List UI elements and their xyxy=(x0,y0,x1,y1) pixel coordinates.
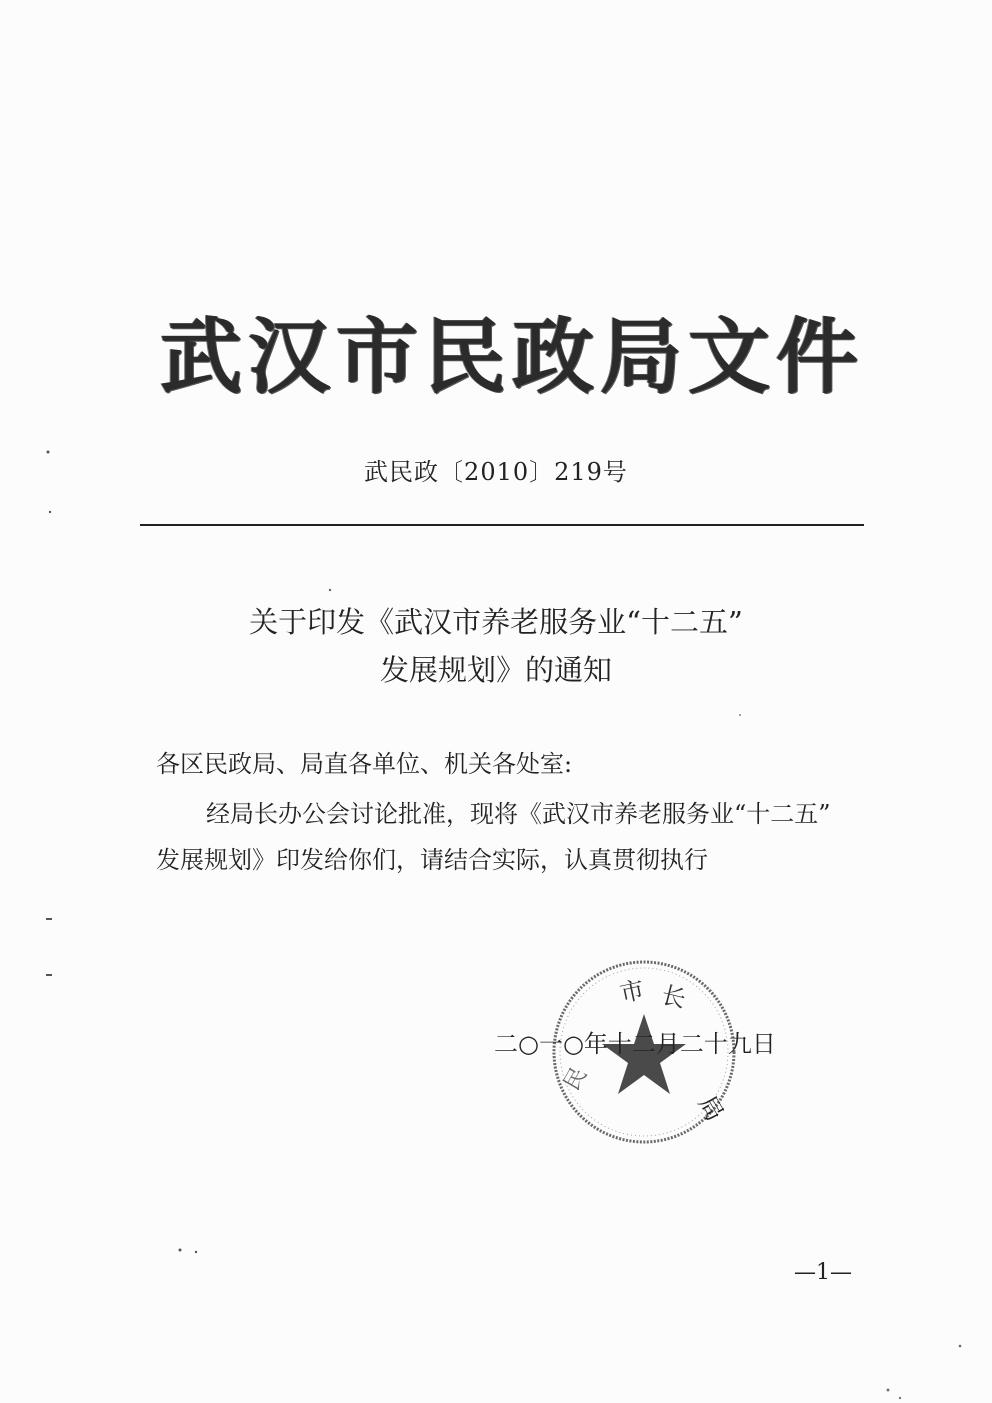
notice-title-line2: 发展规划》的通知 xyxy=(379,653,612,687)
svg-text:局: 局 xyxy=(692,1091,730,1126)
header-divider xyxy=(140,524,864,526)
document-number: 武民政〔2010〕219号 xyxy=(364,458,628,486)
body-paragraph-line1: 经局长办公会讨论批准，现将《武汉市养老服务业“十二五” xyxy=(206,800,831,828)
page-number: —1— xyxy=(794,1260,852,1285)
svg-text:民: 民 xyxy=(559,1063,593,1095)
issue-date: 二○一○年十二月二十九日 xyxy=(494,1030,776,1058)
svg-text:长: 长 xyxy=(658,980,689,1014)
salutation: 各区民政局、局直各单位、机关各处室: xyxy=(156,750,573,778)
notice-title-line1: 关于印发《武汉市养老服务业“十二五” xyxy=(249,605,743,639)
document-header: 武汉市民政局文件 xyxy=(160,309,865,405)
svg-text:市: 市 xyxy=(617,975,647,1008)
body-paragraph-line2: 发展规划》印发给你们，请结合实际，认真贯彻执行 xyxy=(156,846,708,874)
